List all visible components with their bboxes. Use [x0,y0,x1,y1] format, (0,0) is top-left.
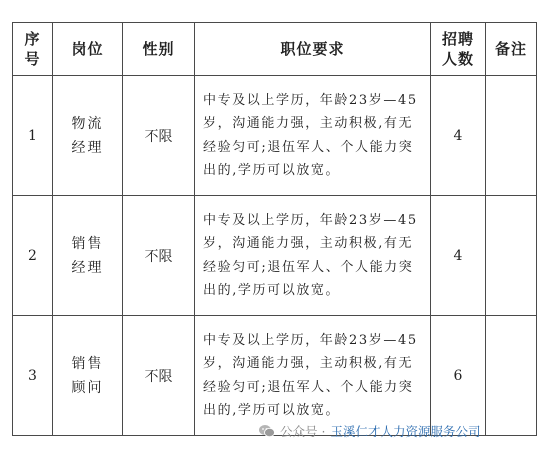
cell-remarks [486,196,537,316]
cell-position-line-2: 经理 [71,259,104,276]
recruitment-table [12,22,537,436]
cell-requirements: 中专及以上学历，年龄23岁—45岁，沟通能力强，主动积极,有无经验匀可;退伍军人、个人能力突出的,学历可以放宽。 [195,196,431,316]
header-remarks: 备注 [486,23,537,76]
header-count-line-2: 人数 [441,50,474,68]
header-index-line-1: 序 [24,30,41,48]
cell-index: 3 [13,316,53,436]
header-index [13,23,53,76]
watermark-label: 公众号 [280,424,318,439]
header-count-line-1: 招聘 [441,30,474,48]
cell-requirements: 中专及以上学历，年龄23岁—45岁，沟通能力强，主动积极,有无经验匀可;退伍军人、个人能力突出的,学历可以放宽。 [195,76,431,196]
table-row [13,76,537,196]
cell-count: 6 [431,316,486,436]
cell-requirements: 中专及以上学历，年龄23岁—45岁，沟通能力强，主动积极,有无经验匀可;退伍军人、个人能力突出的,学历可以放宽。 [195,316,431,436]
table-row [13,196,537,316]
wechat-icon [258,424,276,438]
cell-position [53,196,123,316]
header-gender: 性别 [123,23,195,76]
cell-index: 1 [13,76,53,196]
header-count [431,23,486,76]
header-index-line-2: 号 [24,50,41,68]
cell-count: 4 [431,196,486,316]
cell-position [53,316,123,436]
table-row [13,316,537,436]
header-position: 岗位 [53,23,123,76]
cell-index: 2 [13,196,53,316]
cell-position-line-2: 经理 [71,139,104,156]
cell-count: 4 [431,76,486,196]
cell-position-line-1: 物流 [71,115,104,132]
header-row [13,23,537,76]
cell-position-line-2: 顾问 [71,379,104,396]
cell-position-line-1: 销售 [71,235,104,252]
watermark-separator: · [321,423,326,439]
cell-remarks [486,316,537,436]
header-requirements: 职位要求 [195,23,431,76]
watermark-account: 玉溪仁才人力资源服务公司 [330,424,481,439]
watermark [258,421,481,441]
cell-gender: 不限 [123,316,195,436]
cell-remarks [486,76,537,196]
cell-gender: 不限 [123,196,195,316]
cell-position-line-1: 销售 [71,355,104,372]
cell-gender: 不限 [123,76,195,196]
cell-position [53,76,123,196]
